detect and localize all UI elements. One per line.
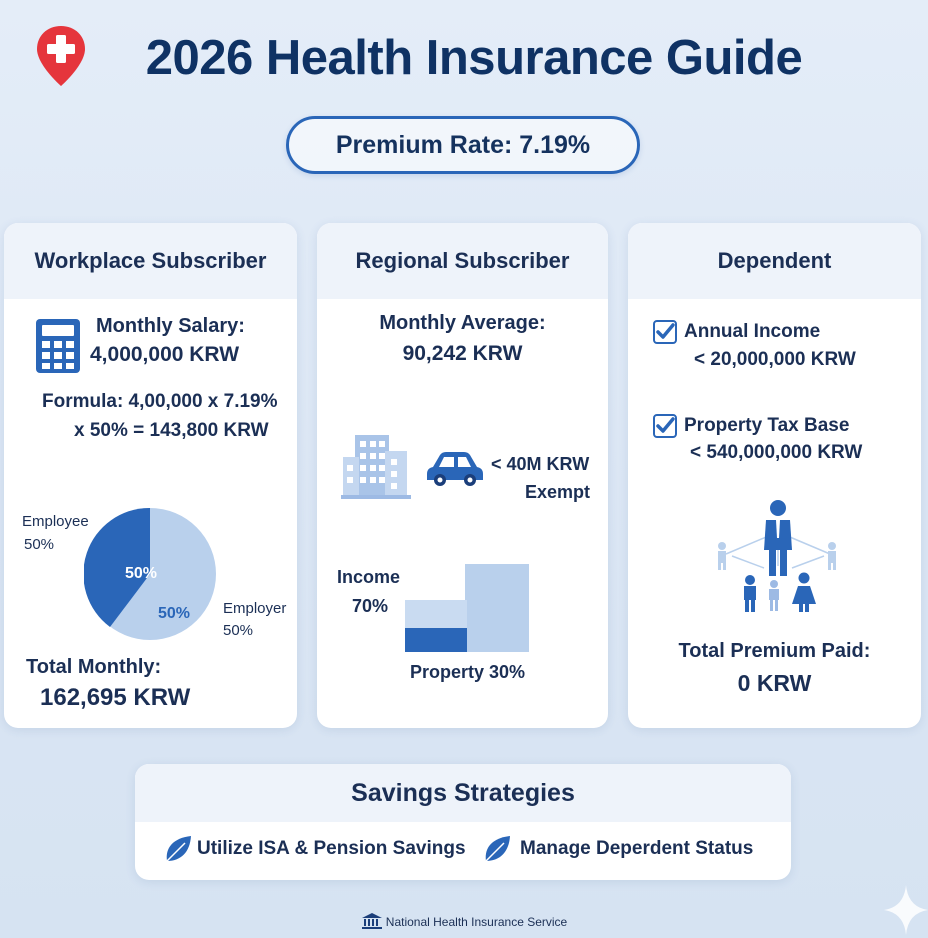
- savings-item-isa: Utilize ISA & Pension Savings: [197, 838, 466, 859]
- leaf-icon: [482, 834, 512, 864]
- car-icon: [425, 449, 485, 489]
- monthly-salary-value: 4,000,000 KRW: [90, 343, 240, 366]
- income-pct: 70%: [352, 596, 389, 616]
- savings-item-dependent: Manage Deperdent Status: [520, 838, 754, 859]
- government-building-icon: [361, 912, 383, 930]
- workplace-card-title: Workplace Subscriber: [4, 223, 297, 299]
- regional-card: [317, 223, 608, 728]
- formula-line-2: x 50% = 143,800 KRW: [74, 420, 269, 441]
- employer-pct: 50%: [223, 622, 254, 639]
- building-icon: [341, 431, 411, 499]
- dependent-card: [628, 223, 921, 728]
- monthly-average-value: 90,242 KRW: [402, 342, 523, 365]
- checkmark-icon: [653, 414, 677, 438]
- pie-employee-inner-label: 50%: [125, 565, 158, 582]
- total-monthly-value: 162,695 KRW: [40, 684, 191, 711]
- contribution-pie-chart: [84, 506, 224, 642]
- employer-label: Employer: [223, 600, 287, 617]
- regional-card-title: Regional Subscriber: [317, 223, 608, 299]
- leaf-icon: [163, 834, 193, 864]
- bar-income-fill: [405, 628, 467, 652]
- checkmark-icon: [653, 320, 677, 344]
- property-label: Property 30%: [410, 662, 526, 682]
- income-label: Income: [337, 567, 401, 587]
- family-network-icon: [712, 498, 842, 614]
- monthly-average-label: Monthly Average:: [379, 312, 546, 334]
- footer: [0, 912, 928, 930]
- property-tax-threshold: < 540,000,000 KRW: [690, 442, 863, 463]
- annual-income-threshold: < 20,000,000 KRW: [694, 349, 856, 370]
- total-premium-value: 0 KRW: [737, 670, 812, 696]
- pie-employer-inner-label: 50%: [158, 605, 191, 622]
- monthly-salary-label: Monthly Salary:: [96, 315, 245, 337]
- footer-org-name: National Health Insurance Service: [385, 915, 568, 929]
- total-monthly-label: Total Monthly:: [26, 656, 162, 678]
- employee-pct: 50%: [24, 536, 55, 553]
- car-exempt-label: Exempt: [525, 482, 591, 502]
- formula-line-1: Formula: 4,00,000 x 7.19%: [42, 391, 278, 412]
- workplace-card: [4, 223, 297, 728]
- page-title: 2026 Health Insurance Guide: [145, 31, 803, 85]
- bar-property-background: [465, 564, 529, 652]
- total-premium-label: Total Premium Paid:: [678, 640, 871, 662]
- employee-label: Employee: [22, 513, 89, 530]
- savings-strategies-panel: [135, 764, 791, 880]
- savings-title: Savings Strategies: [135, 764, 791, 822]
- premium-rate-badge: Premium Rate: 7.19%: [286, 116, 640, 174]
- annual-income-label: Annual Income: [684, 321, 821, 342]
- income-property-bar-chart: [403, 562, 531, 654]
- calculator-icon: [34, 317, 82, 375]
- dependent-card-title: Dependent: [628, 223, 921, 299]
- property-tax-label: Property Tax Base: [684, 415, 850, 436]
- sparkle-icon: [884, 885, 928, 935]
- car-exempt-threshold: < 40M KRW: [491, 454, 590, 474]
